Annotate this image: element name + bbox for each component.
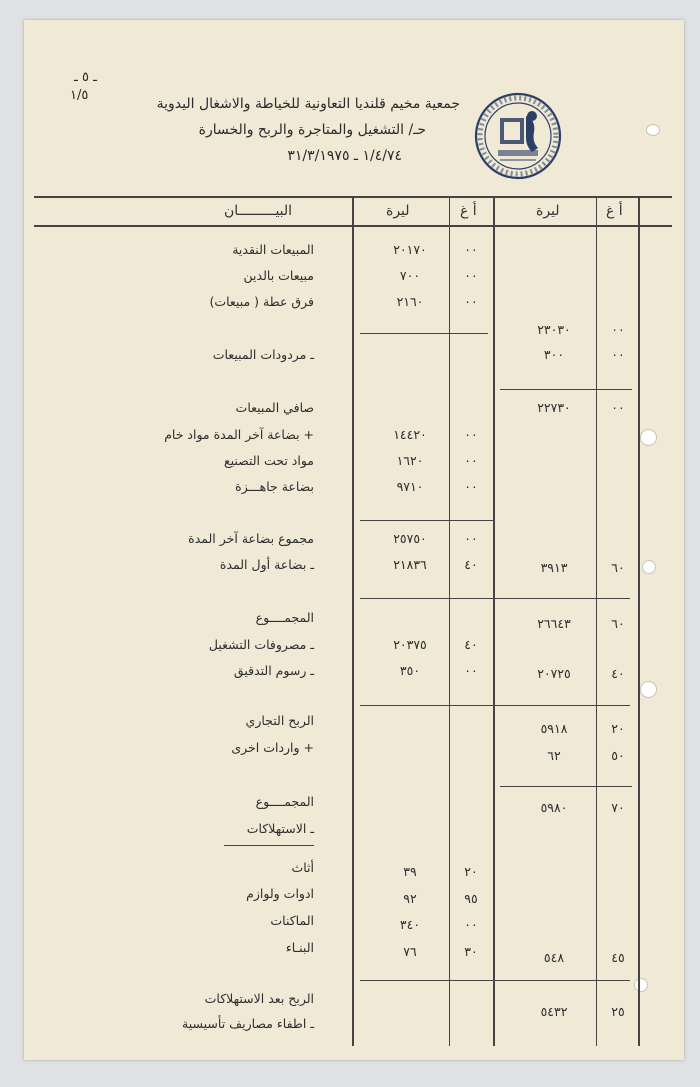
outer-pound-value: ٣٠٠ — [543, 347, 565, 362]
page-fraction: ١/٥ — [70, 88, 89, 103]
outer-pound-value: ٢٢٧٣٠ — [537, 400, 571, 415]
column-rule — [493, 196, 495, 1046]
inner-pound-value: ٢٠٣٧٥ — [393, 637, 427, 652]
inner-pound-value: ٩٢ — [403, 891, 417, 906]
row-description: أثاث — [291, 860, 314, 875]
outer-piaster-value: ٧٠ — [611, 800, 625, 815]
punch-hole — [646, 124, 660, 136]
inner-pound-value: ٣٩ — [403, 864, 417, 879]
row-description: ـ الاستهلاكات — [246, 821, 314, 836]
subtotal-rule — [360, 705, 630, 706]
inner-piaster-value: ٠٠ — [464, 242, 478, 257]
inner-piaster-value: ٠٠ — [464, 294, 478, 309]
row-description: المبيعات النقدية — [232, 242, 314, 257]
account-title: حـ/ التشغيل والمتاجرة والربح والخسارة — [198, 122, 426, 138]
row-description: الماكنات — [270, 913, 314, 928]
document-page — [24, 20, 684, 1060]
cooperative-seal-stamp — [474, 92, 562, 180]
column-header-description: البيـــــــــان — [224, 203, 293, 219]
outer-piaster-value: ٥٠ — [611, 748, 625, 763]
subtotal-rule — [360, 333, 488, 334]
row-description: مجموع بضاعة آخر المدة — [188, 531, 314, 546]
inner-piaster-value: ٠٠ — [464, 917, 478, 932]
row-description: ادوات ولوازم — [246, 886, 314, 901]
subtotal-rule — [360, 520, 494, 521]
heading-underline — [224, 845, 314, 846]
subtotal-rule — [360, 980, 630, 981]
inner-piaster-value: ٠٠ — [464, 663, 478, 678]
punch-hole — [642, 560, 656, 574]
column-rule — [596, 196, 597, 1046]
row-description: ـ اطفاء مصاريف تأسيسية — [182, 1016, 314, 1031]
row-description: بضاعة جاهـــزة — [235, 479, 314, 494]
inner-pound-value: ٧٦ — [403, 944, 417, 959]
page-mark: ـ ٥ ـ — [74, 70, 97, 85]
row-description: مواد تحت التصنيع — [223, 453, 314, 468]
subtotal-rule — [360, 598, 630, 599]
inner-pound-value: ٢١٨٣٦ — [393, 557, 427, 572]
outer-piaster-value: ٢٠ — [611, 721, 625, 736]
row-description: ـ مصروفات التشغيل — [208, 637, 314, 652]
inner-pound-value: ٢١٦٠ — [396, 294, 424, 309]
row-description: + واردات اخرى — [231, 740, 314, 755]
row-description: مبيعات بالدين — [243, 268, 314, 283]
subtotal-rule — [500, 389, 632, 390]
inner-piaster-value: ٣٠ — [464, 944, 478, 959]
inner-pound-value: ٢٠١٧٠ — [393, 242, 427, 257]
inner-pound-value: ٧٠٠ — [399, 268, 421, 283]
outer-piaster-value: ٤٥ — [611, 950, 625, 965]
subtotal-rule — [500, 786, 632, 787]
organization-name: جمعية مخيم قلنديا التعاونية للخياطة والاشغال اليدوية — [156, 96, 460, 112]
outer-piaster-value: ٠٠ — [611, 322, 625, 337]
outer-piaster-value: ٠٠ — [611, 400, 625, 415]
outer-piaster-value: ٤٠ — [611, 666, 625, 681]
inner-piaster-value: ٩٥ — [464, 891, 478, 906]
punch-hole — [640, 681, 657, 698]
outer-pound-value: ٢٠٧٢٥ — [537, 666, 571, 681]
row-description: صافي المبيعات — [235, 400, 314, 415]
inner-pound-value: ٢٥٧٥٠ — [393, 531, 427, 546]
row-description: المجمــــوع — [255, 610, 314, 625]
inner-piaster-value: ٤٠ — [464, 557, 478, 572]
column-rule — [352, 196, 354, 1046]
outer-piaster-value: ٦٠ — [611, 616, 625, 631]
inner-piaster-value: ٠٠ — [464, 531, 478, 546]
inner-piaster-value: ٠٠ — [464, 479, 478, 494]
outer-piaster-value: ٢٥ — [611, 1004, 625, 1019]
column-header-inner-piaster: أ غ — [460, 203, 477, 219]
outer-pound-value: ٣٩١٣ — [540, 560, 568, 575]
outer-pound-value: ٥٩١٨ — [540, 721, 568, 736]
row-description: ـ رسوم التدقيق — [233, 663, 314, 678]
row-description: ـ مردودات المبيعات — [212, 347, 314, 362]
inner-pound-value: ٣٤٠ — [399, 917, 421, 932]
inner-piaster-value: ٠٠ — [464, 427, 478, 442]
column-header-inner-pound: ليرة — [386, 203, 410, 219]
row-description: الربح بعد الاستهلاكات — [204, 991, 314, 1006]
row-description: + بضاعة آخر المدة مواد خام — [164, 427, 314, 442]
outer-pound-value: ٦٢ — [547, 748, 561, 763]
inner-piaster-value: ٠٠ — [464, 268, 478, 283]
punch-hole — [640, 429, 657, 446]
outer-pound-value: ٥٤٣٢ — [540, 1004, 568, 1019]
inner-piaster-value: ٤٠ — [464, 637, 478, 652]
row-description: فرق عطة ( مبيعات) — [209, 294, 314, 309]
period-dates: ١/٤/٧٤ ـ ٣١/٣/١٩٧٥ — [287, 148, 402, 164]
outer-pound-value: ٥٩٨٠ — [540, 800, 568, 815]
column-header-outer-piaster: أ غ — [606, 203, 623, 219]
outer-piaster-value: ٠٠ — [611, 347, 625, 362]
punch-hole — [634, 978, 648, 992]
row-description: المجمــــوع — [255, 794, 314, 809]
column-rule — [638, 196, 640, 1046]
inner-pound-value: ٩٧١٠ — [396, 479, 424, 494]
row-description: ـ بضاعة أول المدة — [219, 557, 314, 572]
outer-pound-value: ٥٤٨ — [543, 950, 565, 965]
inner-piaster-value: ٠٠ — [464, 453, 478, 468]
inner-pound-value: ٣٥٠ — [399, 663, 421, 678]
column-rule — [449, 196, 450, 1046]
inner-pound-value: ١٦٢٠ — [396, 453, 424, 468]
column-header-outer-pound: ليرة — [536, 203, 560, 219]
row-description: الربح التجاري — [245, 713, 314, 728]
inner-pound-value: ١٤٤٢٠ — [393, 427, 427, 442]
outer-piaster-value: ٦٠ — [611, 560, 625, 575]
outer-pound-value: ٢٣٠٣٠ — [537, 322, 571, 337]
inner-piaster-value: ٢٠ — [464, 864, 478, 879]
row-description: البنـاء — [285, 940, 314, 955]
outer-pound-value: ٢٦٦٤٣ — [537, 616, 571, 631]
